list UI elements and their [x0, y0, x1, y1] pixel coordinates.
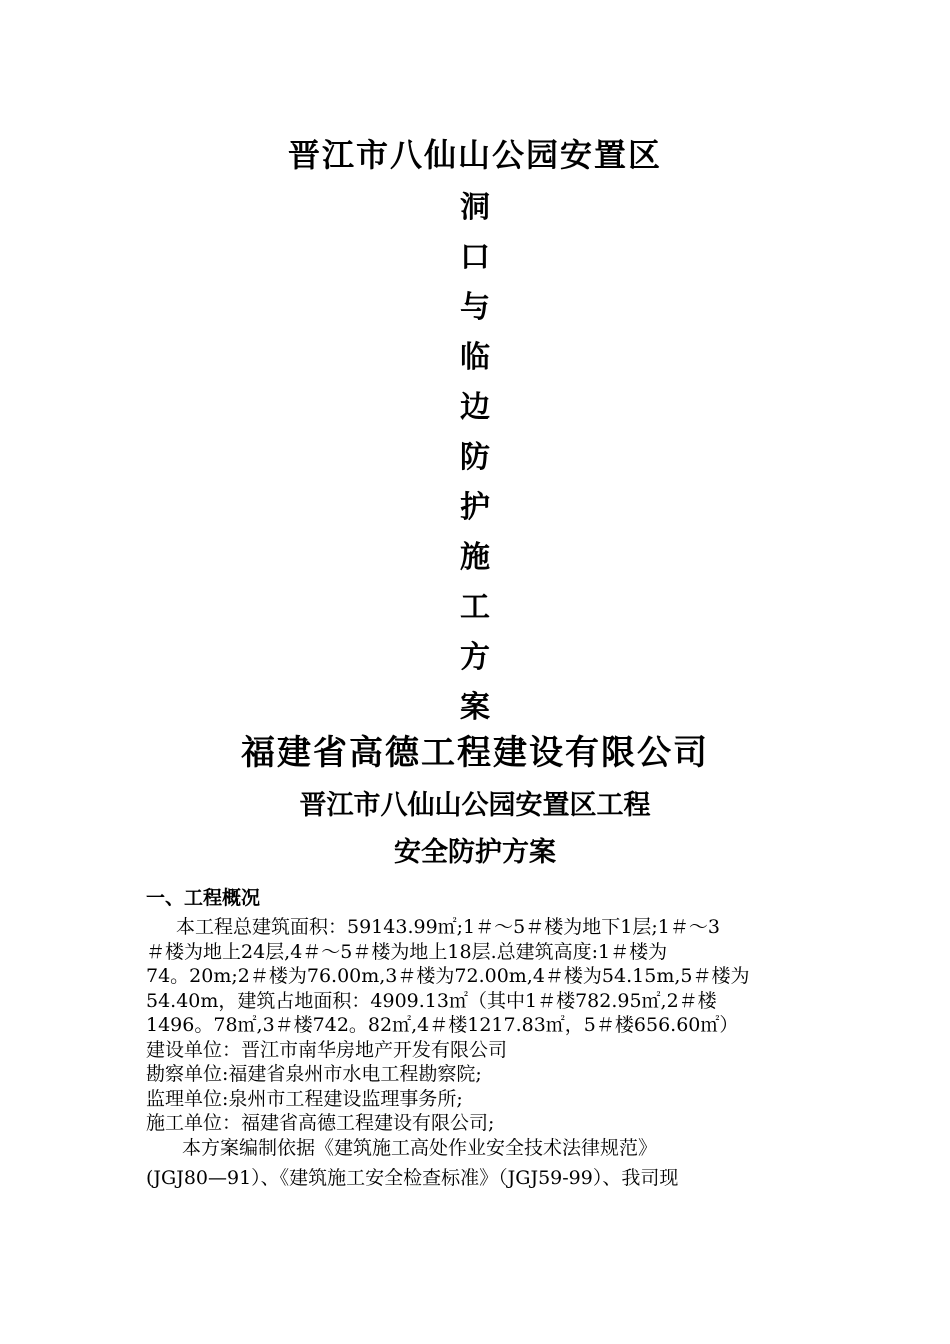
project-subtitle: 晋江市八仙山公园安置区工程 [299, 790, 651, 821]
body-line: 74。20m;2＃楼为76.00m,3＃楼为72.00m,4＃楼为54.15m,5＃楼为 [146, 965, 750, 987]
body-line: 本工程总建筑面积：59143.99㎡;1＃～5＃楼为地下1层;1＃～3 [176, 916, 720, 938]
body-line: 本方案编制依据《建筑施工高处作业安全技术法律规范》 [182, 1136, 658, 1159]
document-title: 晋江市八仙山公园安置区 [287, 136, 662, 174]
vertical-title-char: 施 [460, 540, 490, 575]
plan-subtitle: 安全防护方案 [394, 837, 556, 868]
vertical-title-char: 洞 [460, 190, 490, 225]
body-line: 施工单位：福建省高德工程建设有限公司; [146, 1112, 495, 1134]
vertical-title-char: 边 [460, 390, 490, 425]
vertical-title-char: 案 [460, 690, 490, 725]
vertical-title-char: 工 [460, 590, 490, 625]
body-line: ＃楼为地上24层,4＃～5＃楼为地上18层.总建筑高度:1＃楼为 [146, 940, 668, 963]
vertical-title-char: 口 [460, 240, 490, 275]
vertical-title-char: 与 [460, 290, 490, 325]
body-line: 监理单位:泉州市工程建设监理事务所; [146, 1087, 463, 1110]
vertical-title-char: 方 [460, 640, 490, 675]
vertical-title-char: 防 [460, 440, 490, 475]
body-line: (JGJ80—91）、《建筑施工安全检查标准》（JGJ59-99）、我司现 [146, 1167, 679, 1189]
vertical-title [425, 183, 525, 733]
body-line: 54.40m，建筑占地面积：4909.13㎡（其中1＃楼782.95㎡,2＃楼 [146, 989, 717, 1012]
vertical-title-char: 临 [460, 340, 490, 375]
body-line: 1496。78㎡,3＃楼742。82㎡,4＃楼1217.83㎡，5＃楼656.60㎡） [146, 1014, 739, 1036]
body-line: 勘察单位:福建省泉州市水电工程勘察院; [146, 1063, 482, 1085]
body-text [146, 915, 806, 1192]
section-heading: 一、工程概况 [146, 887, 261, 909]
company-name: 福建省高德工程建设有限公司 [241, 733, 709, 773]
vertical-title-char: 护 [460, 490, 490, 525]
body-line: 建设单位：晋江市南华房地产开发有限公司 [146, 1038, 508, 1061]
